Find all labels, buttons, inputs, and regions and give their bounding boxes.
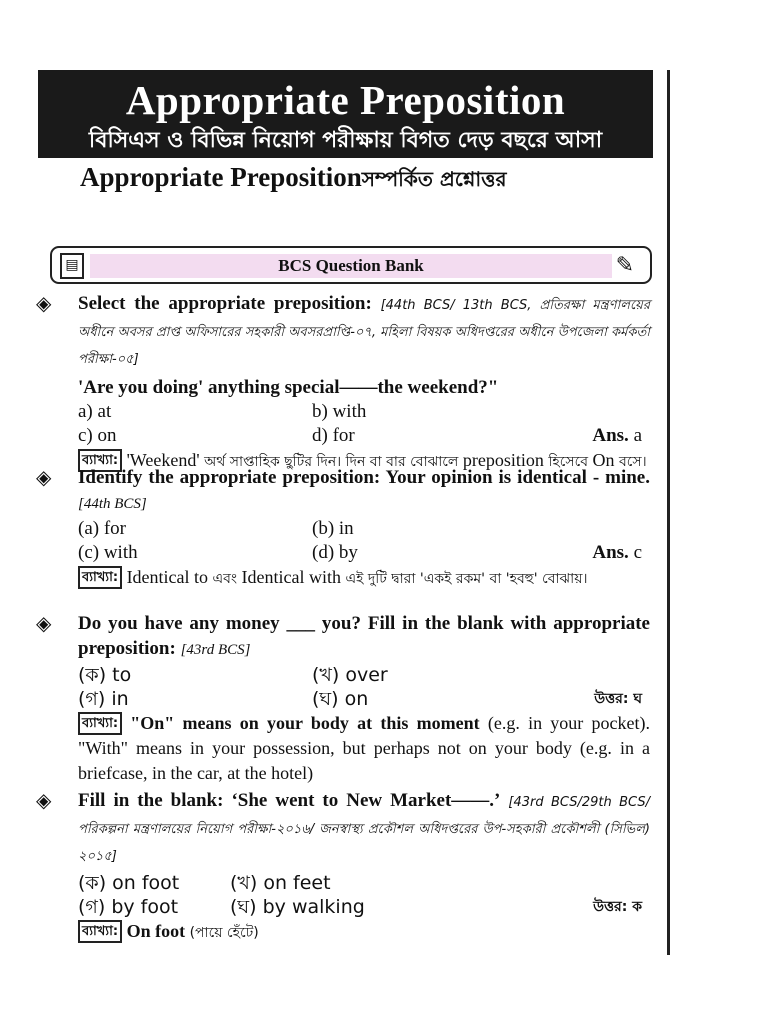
option-c: c) on	[78, 425, 117, 446]
page-subtitle-en: Appropriate Preposition	[80, 162, 362, 192]
option-d: d) for	[312, 425, 355, 446]
title-banner	[38, 70, 653, 158]
option-b: b) with	[312, 401, 367, 422]
question-4-source: [43rd BCS/29th BCS/ পরিকল্পনা মন্ত্রণালয়ের নিয়োগ পরীক্ষা-২০১৬/ জনস্বাস্থ্য প্রকৌশল অধিদপ্তরের উপ-সহকারী প্রকৌশলী (সিভিল) ২০১৫]	[78, 795, 651, 864]
option-kha: (খ) on feet	[230, 872, 331, 894]
option-gha: (ঘ) on	[312, 688, 369, 710]
page-border-line	[667, 70, 670, 955]
question-2-prompt: Identify the appropriate preposition: Your opinion is identical - mine.	[78, 467, 650, 488]
page-subtitle-bn: সম্পর্কিত প্রশ্নোত্তর	[361, 167, 507, 191]
question-1-explanation: ব্যাখ্যা: 'Weekend' অর্থ সাপ্তাহিক ছুটির দিন। দিন বা বার বোঝালে preposition হিসেবে On বসে।	[78, 448, 650, 475]
question-4-prompt: Fill in the blank: ‘She went to New Market——.’	[78, 790, 501, 811]
question-2-explanation: ব্যাখ্যা: Identical to এবং Identical with এই দুটি দ্বারা 'একই রকম' বা 'হবহু' বোঝায়।	[78, 565, 650, 592]
question-4-options-row-2	[78, 895, 650, 919]
question-2-options-row-1	[78, 517, 650, 541]
question-1-options-row-2	[78, 424, 650, 448]
banner-subtitle: বিসিএস ও বিভিন্ন নিয়োগ পরীক্ষায় বিগত দেড় বছরে আসা	[88, 128, 603, 153]
option-ka: (ক) on foot	[78, 872, 180, 894]
page-subtitle	[80, 160, 507, 196]
option-b: (b) in	[312, 518, 354, 539]
question-4	[36, 788, 651, 946]
question-4-options-row-1	[78, 871, 650, 895]
banner-title: Appropriate Preposition	[125, 77, 566, 123]
option-gha: (ঘ) by walking	[230, 896, 365, 918]
diamond-bullet-icon: ◈	[36, 465, 52, 489]
option-a: (a) for	[78, 518, 126, 539]
option-ka: (ক) to	[78, 664, 132, 686]
question-4-answer: উত্তর: ক	[593, 899, 642, 915]
question-4-text	[78, 788, 650, 869]
option-ga: (গ) in	[78, 688, 129, 710]
question-1	[36, 291, 650, 475]
explanation-tag: ব্যাখ্যা:	[78, 566, 122, 589]
question-3-text	[78, 611, 650, 663]
diamond-bullet-icon: ◈	[36, 611, 52, 635]
diamond-bullet-icon: ◈	[36, 788, 52, 812]
pen-icon: ✎	[615, 252, 634, 277]
question-2-answer: Ans. c	[592, 542, 642, 563]
book-icon: ▤	[60, 253, 84, 279]
option-c: (c) with	[78, 542, 138, 563]
question-bank-label: BCS Question Bank	[90, 254, 612, 278]
question-1-options-row-1	[78, 400, 650, 424]
question-2-options-row-2	[78, 541, 650, 565]
question-2-source: [44th BCS]	[78, 496, 147, 512]
question-3-options-row-1	[78, 663, 650, 687]
explanation-tag: ব্যাখ্যা:	[78, 920, 122, 943]
diamond-bullet-icon: ◈	[36, 291, 52, 315]
question-1-answer: Ans. a	[592, 425, 642, 446]
question-4-explanation: ব্যাখ্যা: On foot (পায়ে হেঁটে)	[78, 919, 650, 946]
option-kha: (খ) over	[312, 664, 388, 686]
question-1-source: [44th BCS/ 13th BCS, প্রতিরক্ষা মন্ত্রণালয়ের অধীনে অবসর প্রাপ্ত অফিসারের সহকারী অবসরপ্রাপ্তি-০৭, মহিলা বিষয়ক অধিদপ্তরের অধীনে উপজেলা কর্মকর্তা পরীক্ষা-০৫]	[78, 298, 650, 367]
option-ga: (গ) by foot	[78, 896, 179, 918]
question-1-prompt: Select the appropriate preposition:	[78, 293, 372, 314]
question-3-options-row-2	[78, 687, 650, 711]
option-a: a) at	[78, 401, 112, 422]
explanation-tag: ব্যাখ্যা:	[78, 712, 122, 735]
question-3-explanation: ব্যাখ্যা: "On" means on your body at this moment (e.g. in your pocket). "With" means in your possession, but perhaps not on your body (e.g. in a briefcase, in the car, at the hotel)	[78, 713, 651, 783]
question-1-sentence: 'Are you doing' anything special——the weekend?"	[78, 377, 499, 398]
question-3-source: [43rd BCS]	[180, 642, 251, 658]
option-d: (d) by	[312, 542, 358, 563]
explanation-tag: ব্যাখ্যা:	[78, 449, 122, 472]
question-2-text	[78, 465, 650, 517]
question-2	[36, 465, 650, 592]
question-3-prompt: Do you have any money ___ you? Fill in the blank with appropriate preposition:	[78, 613, 650, 659]
question-bank-header	[50, 246, 652, 284]
question-3-answer: উত্তর: ঘ	[594, 691, 642, 707]
question-3	[36, 611, 651, 786]
question-1-text	[78, 291, 650, 372]
